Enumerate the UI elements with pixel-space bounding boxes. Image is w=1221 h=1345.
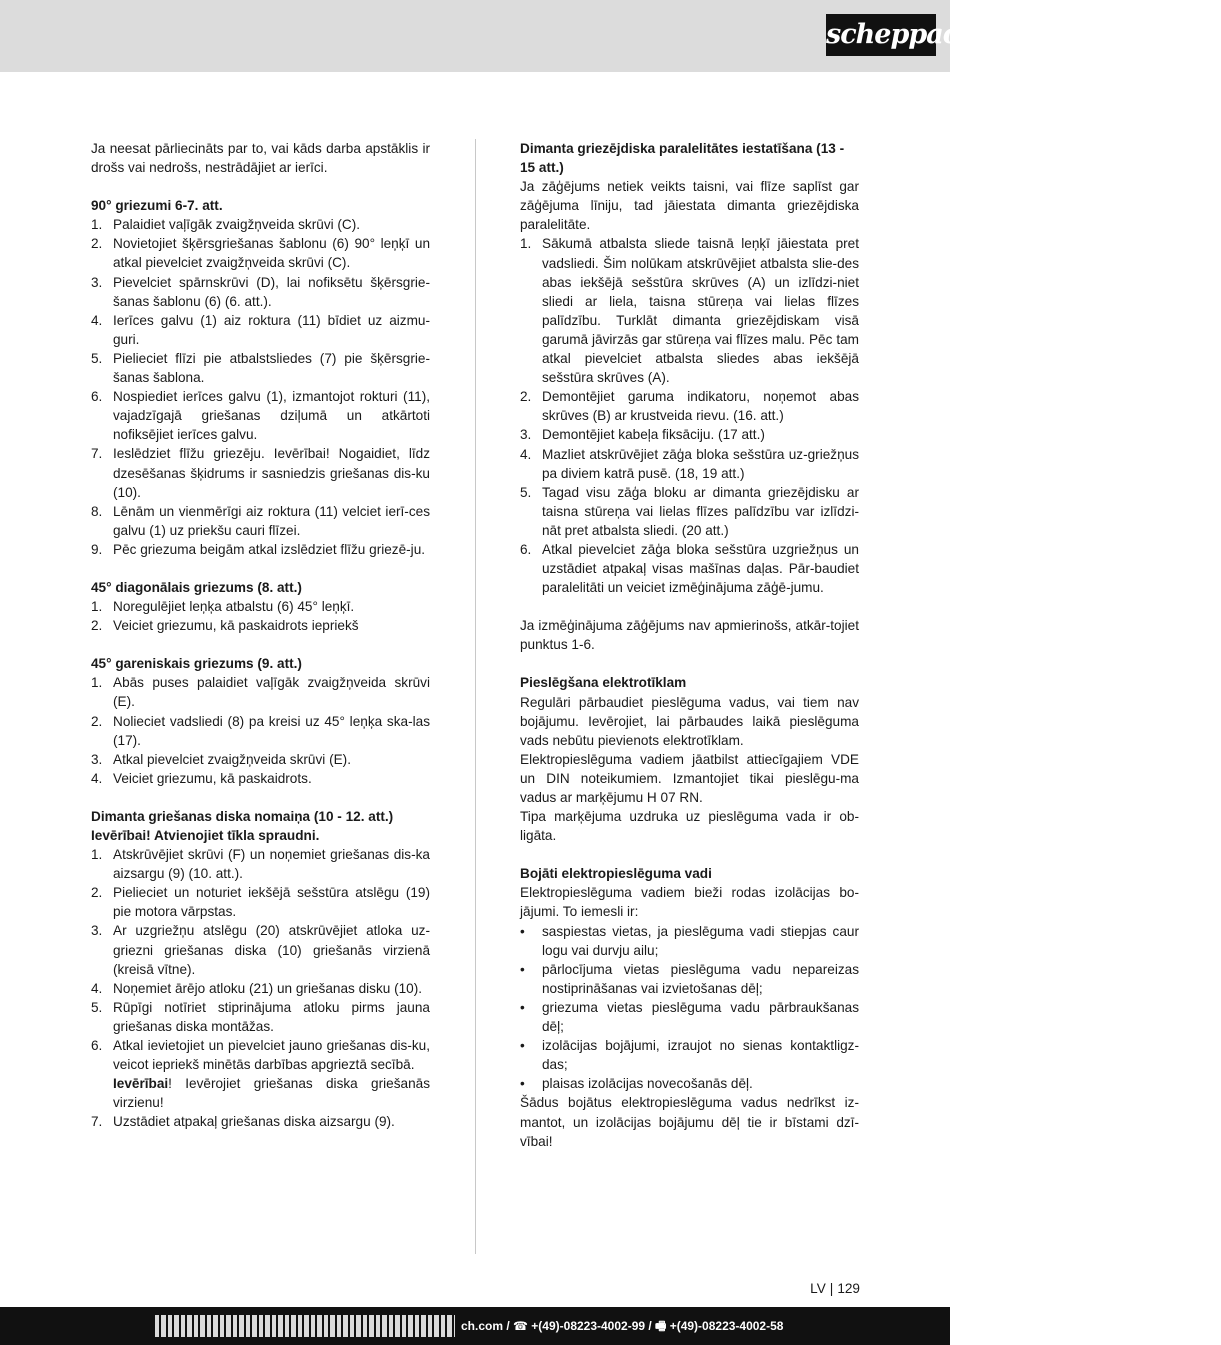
list-item: 6. Atkal pievelciet zāģa bloka sešstūra uzgriežņus un uzstādiet atpakaļ visas mašīnas daļas. Pār-baudiet paralelitāti un veiciet izmēģinājuma zāģē-jumu.: [520, 541, 859, 596]
footer-band: [0, 1307, 950, 1345]
list-item: • saspiestas vietas, ja pieslēguma vadi stiepjas caur logu vai durvju ailu;: [520, 923, 859, 958]
list-item: 5. Tagad visu zāģa bloku ar dimanta griezējdisku ar taisna stūreņa vai lielas flīzes palīdzību var izlīdzi-nāt pret atbalsta sliedi. (20 att.): [520, 484, 859, 538]
column-divider: [475, 139, 476, 1254]
list-item: • izolācijas bojājumi, izraujot no sienas kontaktligz-das;: [520, 1038, 859, 1073]
section-heading: Dimanta griešanas diska nomaiņa (10 - 12. att.): [91, 808, 394, 824]
list-item: 1. Abās puses palaidiet vaļīgāk zvaigžņveida skrūvi (E).: [91, 675, 430, 710]
page-number: [810, 1281, 860, 1296]
list-item: 2. Nolieciet vadsliedi (8) pa kreisi uz 45° leņķa ska-las (17).: [91, 713, 430, 748]
page-num: 129: [837, 1281, 860, 1296]
section-heading: Bojāti elektropieslēguma vadi: [520, 866, 712, 882]
list-item: • plaisas izolācijas novecošanās dēļ.: [520, 1074, 859, 1093]
steps-list: [91, 845, 430, 1131]
paragraph: Elektropieslēguma vadiem bieži rodas izolācijas bo-jājumi. To iemesli ir:: [520, 885, 859, 920]
list-item: 6. Atkal ievietojiet un pievelciet jauno griešanas dis-ku, veicot iepriekš minētās darbības apgrieztā secībā. Ievērībai! Ievērojiet griešanas diska griešanās virzienu!: [91, 1038, 430, 1111]
list-item: 2. Pielieciet un noturiet iekšējā sešstūra atslēgu (19) pie motora vārpstas.: [91, 885, 430, 920]
list-item: 8. Lēnām un vienmērīgi aiz roktura (11) velciet ierī-ces galvu (1) uz priekšu cauri flīzei.: [91, 503, 430, 538]
list-item: 3. Pievelciet spārnskrūvi (D), lai nofiksētu šķērsgrie-šanas šablonu (6) (6. att.).: [91, 274, 430, 309]
list-item: 5. Rūpīgi notīriet stiprinājuma atloku pirms jauna griešanas diska montāžas.: [91, 999, 430, 1034]
list-item: 4. Veiciet griezumu, kā paskaidrots.: [91, 770, 312, 786]
section-heading: 90° griezumi 6-7. att.: [91, 198, 223, 214]
brand-logo: [826, 14, 977, 56]
list-item: 1. Atskrūvējiet skrūvi (F) un noņemiet griešanas dis-ka aizsargu (9) (10. att.).: [91, 847, 430, 882]
list-item: 3. Atkal pievelciet zvaigžņveida skrūvi (E).: [91, 751, 351, 767]
list-item: 2. Demontējiet garuma indikatoru, noņemot abas skrūves (B) ar krustveida rievu. (16. att.): [520, 389, 859, 424]
steps-list: [91, 597, 430, 635]
bullet-icon: •: [520, 923, 525, 939]
list-item: 5. Pielieciet flīzi pie atbalstsliedes (7) pie šķērsgrie-šanas šablona.: [91, 350, 430, 386]
paragraph: Ja zāģējums netiek veikts taisni, vai flīze saplīst gar zāģējuma līniju, tad jāiestata dimanta griezējdiska paralelitāte.: [520, 179, 859, 233]
list-item: • griezuma vietas pieslēguma vadu pārbraukšanas dēļ;: [520, 999, 859, 1035]
list-item: 2. Novietojiet šķērsgriešanas šablonu (6) 90° leņķī un atkal pievelciet zvaigžņveida skrūvi (C).: [91, 236, 430, 271]
list-item: 7. Ieslēdziet flīžu griezēju. Ievērībai! Nogaidiet, līdz dzesēšanas šķidrums ir sasniedzis griešanas dis-ku (10).: [91, 446, 430, 500]
bullet-icon: •: [520, 1038, 525, 1054]
page-lang: LV: [810, 1281, 826, 1296]
left-column: [91, 139, 430, 1132]
list-item: 3. Demontējiet kabeļa fiksāciju. (17 att.): [520, 427, 765, 443]
header-band: [0, 0, 977, 72]
intro-paragraph: Ja neesat pārliecināts par to, vai kāds darba apstāklis ir drošs vai nedrošs, nestrādājiet ar ierīci.: [91, 141, 430, 176]
bullet-icon: •: [520, 999, 525, 1015]
steps-list: [91, 673, 430, 788]
list-item: • pārlocījuma vietas pieslēguma vadu nepareizas nostiprināšanas vai izvietošanas dēļ;: [520, 961, 859, 996]
list-item: 9. Pēc griezuma beigām atkal izslēdziet flīžu griezē-ju.: [91, 541, 426, 557]
list-item: 1. Noregulējiet leņķa atbalstu (6) 45° leņķī.: [91, 599, 355, 615]
bullet-icon: •: [520, 961, 525, 977]
section-heading: 45° gareniskais griezums (9. att.): [91, 656, 302, 672]
paragraph: Ja izmēģinājuma zāģējums nav apmierinošs, atkār-tojiet punktus 1-6.: [520, 618, 859, 653]
paragraph: Elektropieslēguma vadiem jāatbilst attiecīgajiem VDE un DIN noteikumiem. Izmantojiet tikai pieslēgu-ma vadus ar marķējumu H 07 RN.: [520, 751, 859, 805]
list-item: 4. Noņemiet ārējo atloku (21) un griešanas disku (10).: [91, 980, 423, 996]
list-item: 7. Uzstādiet atpakaļ griešanas diska aizsargu (9).: [91, 1114, 395, 1130]
list-item: 1. Sākumā atbalsta sliede taisnā leņķī jāiestata pret vadsliedi. Šim nolūkam atskrūvējiet atbalsta slie-des abas iekšējā sešstūra skrūves (A) un izlīdzi-niet sliedi ar liela, taisna stūreņa vai lielas flīzes palīdzību. Turklāt dimanta griezējdiskam visā garumā jāvirzās gar stūreņa vai flīzes malu. Pēc tam atkal pievelciet atbalsta sliedes abas iekšējā sešstūra skrūves (A).: [520, 236, 859, 386]
brand-logo-text: scheppach: [826, 19, 977, 50]
bullet-list: [520, 922, 859, 1094]
section-heading: 45° diagonālais griezums (8. att.): [91, 579, 302, 595]
footer-obscured-area: [155, 1315, 455, 1337]
list-item: 4. Ierīces galvu (1) aiz roktura (11) bīdiet uz aizmu-guri.: [91, 312, 430, 347]
page-separator: |: [829, 1281, 834, 1296]
section-heading: Dimanta griezējdiska paralelitātes iestatīšana (13 - 15 att.): [520, 141, 845, 176]
list-item: 1. Palaidiet vaļīgāk zvaigžņveida skrūvi (C).: [91, 217, 361, 233]
steps-list: [520, 234, 859, 597]
steps-list: [91, 215, 430, 559]
right-column: [520, 139, 859, 1151]
paragraph: Šādus bojātus elektropieslēguma vadus nedrīkst iz-mantot, un izolācijas bojājumu dēļ tie ir bīstami dzī-vībai!: [520, 1095, 859, 1149]
section-heading: Pieslēgšana elektrotīklam: [520, 675, 687, 691]
list-item: 3. Ar uzgriežņu atslēgu (20) atskrūvējiet atloka uz-griezni griešanas diska (10) griešanās virzienā (kreisā vītne).: [91, 923, 430, 977]
list-item: 2. Veiciet griezumu, kā paskaidrots iepriekš: [91, 618, 359, 634]
note-text: ! Ievērojiet griešanas diska griešanās virzienu!: [113, 1076, 430, 1111]
paragraph: Regulāri pārbaudiet pieslēguma vadus, vai tiem nav bojājumu. Ievērojiet, lai pārbaudes laikā pieslēguma vads nebūtu pievienots elektrotīklam.: [520, 694, 859, 748]
note-bold: Ievērībai: [113, 1076, 169, 1092]
paragraph: Tipa marķējuma uzdruka uz pieslēguma vada ir ob-ligāta.: [520, 809, 859, 844]
bullet-icon: •: [520, 1076, 525, 1092]
warning-heading: Ievērībai! Atvienojiet tīkla spraudni.: [91, 828, 320, 843]
footer-contact: ch.com / ☎ +(49)-08223-4002-99 / 🖷 +(49)-08223-4002-58: [461, 1319, 784, 1333]
list-item: 6. Nospiediet ierīces galvu (1), izmantojot rokturi (11), vajadzīgajā griešanas dziļumā un atkārtoti nofiksējiet ierīces galvu.: [91, 389, 430, 443]
list-item: 4. Mazliet atskrūvējiet zāģa bloka sešstūra uz-griežņus pa diviem katrā pusē. (18, 19 att.): [520, 446, 859, 481]
